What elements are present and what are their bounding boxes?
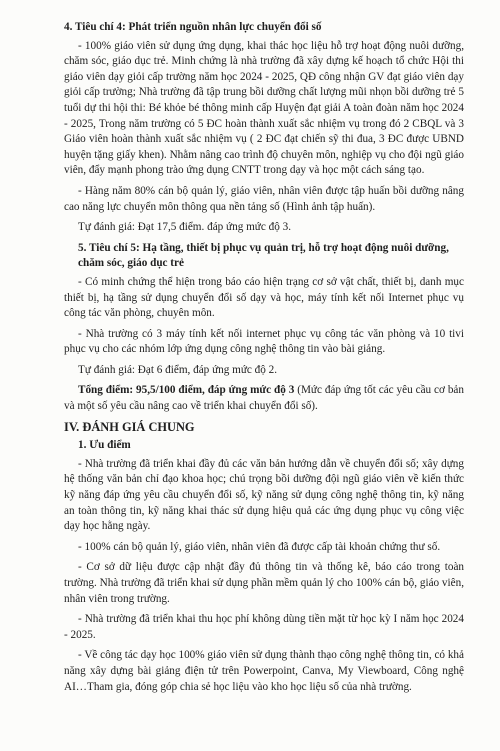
paragraph: - 100% giáo viên sử dụng ứng dụng, khai thác học liệu hỗ trợ hoạt động nuôi dưỡng, chăm sóc, giáo dục trẻ. Minh chứng là nhà trường đã xây dựng kế hoạch tổ chức Hội thi giáo viên dạy giỏi cấp trường năm học 2024 - 2025, QĐ công nhận GV đạt giáo viên dạy giỏi cấp trường; Nhà trường đã tập trung bồi dưỡng chất lượng mũi nhọn bồi dưỡng trẻ 5 tuổi dự thi hội thi: Bé khỏe bé thông minh cấp Huyện đạt giải A toàn đoàn năm học 2024 - 2025, Trong năm trường có 5 ĐC hoàn thành xuất sắc nhiệm vụ trong đó 2 CBQL và 3 Giáo viên hoàn thành xuất sắc nhiệm vụ ( 2 ĐC đạt chiến sỹ thi đua, 3 ĐC được UBND huyện tặng giấy khen). Nhằm nâng cao trình độ chuyên môn, nghiệp vụ cho đội ngũ giáo viên, đẩy mạnh phong trào ứng dụng CNTT trong dạy và học một cách sáng tạo. — [64, 39, 464, 177]
total-score-label: Tổng điểm: 95,5/100 điểm, đáp ứng mức độ 3 — [78, 384, 295, 397]
paragraph: - Về công tác dạy học 100% giáo viên sử dụng thành thạo công nghệ thông tin, có khả năng xây dựng bài giảng điện tử trên Powerpoint, Canva, My Viewboard, Công nghệ AI…Tham gia, đóng góp chia sẻ học liệu vào kho học liệu số của nhà trường. — [64, 649, 464, 693]
paragraph: - 100% cán bộ quản lý, giáo viên, nhân viên đã được cấp tài khoản chứng thư số. — [78, 540, 441, 553]
total-score-note: (Mức đáp ứng tốt các yêu cầu cơ bản và một số yêu cầu nâng cao về triển khai chuyển đổi số). — [64, 384, 464, 413]
self-assessment-criterion-4: Tự đánh giá: Đạt 17,5 điểm. đáp ứng mức độ 3. — [78, 221, 291, 234]
total-score — [64, 383, 464, 414]
paragraph: - Nhà trường có 3 máy tính kết nối internet phục vụ công tác văn phòng và 10 tivi phục vụ cho các nhóm lớp ứng dụng công nghệ thông tin vào bài giảng. — [64, 327, 464, 356]
paragraph: - Nhà trường đã triển khai đầy đủ các văn bản hướng dẫn về chuyển đổi số; xây dựng hệ thống văn bản chỉ đạo khoa học; chú trọng bồi dưỡng đội ngũ giáo viên về kiến thức kỹ năng đáp ứng yêu cầu chuyển đổi số, kỹ năng sử dụng công nghệ thông tin, kỹ năng an toàn thông tin, kỹ năng khai thác sử dụng hiệu quả các ứng dụng phục vụ công việc dạy học hằng ngày. — [64, 457, 464, 533]
section-heading-criterion-5: 5. Tiêu chí 5: Hạ tầng, thiết bị phục vụ quản trị, hỗ trợ hoạt động nuôi dưỡng, chăm sóc, giáo dục trẻ — [78, 241, 449, 270]
general-assessment-heading: IV. ĐÁNH GIÁ CHUNG — [64, 419, 195, 434]
paragraph: - Hàng năm 80% cán bộ quản lý, giáo viên, nhân viên được tập huấn bồi dưỡng nâng cao năng lực chuyển môn thông qua nền tảng số (Hình ảnh tập huấn). — [64, 184, 464, 213]
paragraph: - Nhà trường đã triển khai thu học phí không dùng tiền mặt từ học kỳ I năm học 2024 - 2025. — [64, 613, 464, 641]
self-assessment-criterion-5: Tự đánh giá: Đạt 6 điểm, đáp ứng mức độ 2. — [78, 363, 278, 376]
strengths-heading: 1. Ưu điểm — [78, 439, 131, 452]
paragraph: - Cơ sở dữ liệu được cập nhật đầy đủ thông tin và thống kê, báo cáo trong toàn trường. Nhà trường đã triển khai sử dụng phần mềm quản lý cho 100% cán bộ, giáo viên, nhân viên trong trường. — [64, 561, 464, 605]
paragraph: - Có minh chứng thể hiện trong báo cáo hiện trạng cơ sở vật chất, thiết bị, danh mục thiết bị, hạ tầng sử dụng chuyển đổi số dạy và học, máy tính kết nối Internet phục vụ công tác văn phòng, chuyên môn. — [64, 275, 464, 320]
section-heading-criterion-4: 4. Tiêu chí 4: Phát triển nguồn nhân lực chuyển đổi số — [64, 21, 322, 33]
